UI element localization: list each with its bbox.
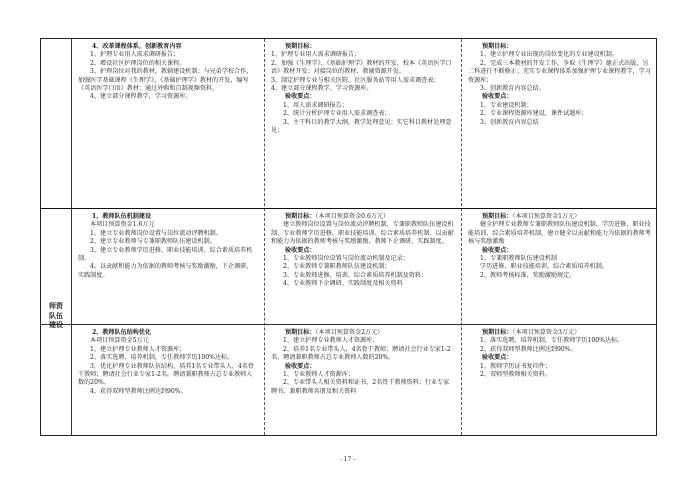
task-line: 3、建立专业教师学历进修、职业技能培训、综合素质培养机制。	[78, 246, 253, 263]
check-line: 3、专业教师进修、培训、综合素质培养机制及资料；	[283, 271, 428, 279]
goal-title: 预期目标：	[285, 43, 316, 50]
goal-title: 预期目标：	[285, 213, 316, 220]
task-line: 3、优化护理专业教师队伍结构，培养1名专业带头人，4名骨干教师；聘请社会行业专家1-2名，聘请兼职教师占总专业教师人数的20%。	[78, 362, 254, 387]
check-line: 2、统计分析护理专业用人需求调查表；	[283, 110, 391, 118]
task-cell	[72, 41, 264, 207]
check-line: 1、专业建设机制；	[480, 101, 533, 109]
plan-table	[40, 38, 657, 436]
task-line: 本项目预算资金5万元	[90, 337, 149, 345]
task-line: 2、落实选聘、培养机制，专任教师学历100%达标。	[90, 354, 234, 362]
task-line: 4、获得双师型教师比例达到90%。	[90, 387, 187, 395]
goal-line: 3、制定护理专业与相关医院、社区服务站等用人需求调查表；	[271, 76, 440, 84]
check-line: 1、用人需求调研报告；	[283, 101, 348, 109]
row-divider	[41, 208, 656, 209]
check-title: 验收要点：	[482, 93, 513, 101]
task-line: 1、建立护理专业教师人才资源库；	[90, 345, 186, 353]
goal-line: 健全护理专业教师专兼职教师队伍建设机制、学历进修、职业技能培训、综合素质培养机制，建立健全以贡献和能力为依据的教师考核与奖励激励	[468, 221, 651, 246]
budget-note: （本项目预算资金3万元）	[512, 329, 581, 336]
check-title: 验收要点：	[482, 246, 513, 254]
goal-title: 预期目标：	[285, 329, 316, 336]
goal-cell	[265, 211, 461, 323]
task-line: 1、护理专业用人需求调研报告；	[90, 51, 180, 59]
task-cell	[72, 211, 264, 323]
goal-line: 2、完成三本教材的开发工作，争取《生理学》德正式出版，另二科进行不断修正；充实专业课程体系加强护理专业课程教学，学习资源库；	[468, 59, 651, 84]
task-title: 4、改革课程体系，创新教育内容	[92, 43, 182, 50]
budget-note: （本项目预算资金1万元）	[512, 213, 581, 220]
check-line: 2、专业课程资源库建设，课件试题库；	[480, 110, 588, 118]
task-title: 1、教师队伍机制建设	[92, 213, 152, 220]
goal-line: 建立教师岗位设置与岗位流动评聘机制、专兼职教师队伍建设机制、专业教师学历进修、职业技能培训、综合素质培养机制、以贡献和能力为依据的教师考核与奖励激励、教师下企调研、实践制度。	[271, 221, 454, 246]
check-line: 2、专业带头人相关资料和证书，2名骨干教师资料；行业专家聘书、兼职教师名册及相关资料	[271, 379, 450, 395]
goal-line: 3、创新教育内容总结。	[480, 85, 545, 93]
task-line: 3、护理岗位对我的教材，教辅建设机制；与兄弟学校合作，加强医学基础课程《生理学》、《基础护理学》教材的开发，编写《英语医学口语》教材；通过外购和自制视频资料，	[78, 68, 253, 93]
check-line: 4、专业教师下企调研、实践制度及相关资料	[283, 280, 403, 288]
goal-line: 2、培养1名专业带头人，4名骨干教师；聘请社会行业专家1-2名，聘请兼职教师占总专业教师人数的20%。	[271, 345, 451, 362]
goal-line: 1、建立护理专业出现的岗位变化的专业建设机制。	[480, 51, 618, 59]
check-line: 1、专业教师人才资源库；	[283, 371, 354, 379]
page-number: - 17 -	[339, 456, 356, 463]
budget-note: （本项目预算资金2万元）	[315, 329, 384, 336]
task-title: 2、教师队伍结构优化	[92, 329, 152, 336]
check-line: 3、主干科目的教学大纲，教学处理意见；实它科目教材处理意见；	[271, 118, 452, 135]
check-title: 验收要点：	[482, 354, 513, 362]
goal-line: 2、加强《生理学》、《基础护理学》教材的开发、校本《英语医学口语》教材开发；对接岗位的教材、教辅资源开发。	[271, 59, 452, 76]
goal-line: 1、落实选聘、培养机制，专任教师学历100%达标。	[480, 337, 624, 345]
goal-cell	[462, 327, 657, 435]
check-line: 1、专业教师岗位设置与岗位流动机制及记录；	[283, 255, 409, 263]
goal-line: 1、护理专业用人需求调研报告；	[271, 51, 361, 59]
goal-title: 预期目标：	[482, 213, 513, 220]
check-title: 验收要点：	[285, 93, 316, 101]
task-line: 4、以贡献和能力为依据的教师考核与奖励激励，下企调研、实践制度。	[78, 263, 253, 279]
task-cell	[72, 327, 264, 435]
goal-cell	[462, 211, 657, 323]
check-line: 1、教师学历证书复印件；	[480, 362, 551, 370]
task-line: 2、增设社区护理岗位的相关课程。	[90, 59, 186, 67]
check-line: 1、专兼职教师队伍建设机制	[480, 255, 558, 263]
goal-line: 4、建立部分课程教学、学习资源库。	[271, 85, 373, 93]
check-line: 2、教师考核标准、奖励激励规定。	[480, 271, 576, 279]
goal-line: 1、建立护理专业教师人才资源库；	[283, 337, 379, 345]
goal-title: 预期目标：	[482, 43, 513, 50]
goal-cell	[265, 41, 461, 207]
check-title: 验收要点：	[285, 362, 316, 370]
task-line: 2、建立专业教师与专兼职教师队伍建设机制。	[90, 238, 216, 246]
goal-line: 2、获得双师型教师比例达到90%。	[480, 345, 577, 353]
check-title: 验收要点：	[285, 246, 316, 254]
goal-title: 预期目标：	[482, 329, 513, 336]
row-divider	[41, 324, 656, 325]
section-label: 师资 队伍 建设	[49, 301, 63, 329]
check-line: 2、专业教师专兼职教师队伍建设机制；	[283, 263, 391, 271]
check-line: 学历进修、职业技能培训、综合素质培养机制。	[480, 263, 608, 271]
check-line: 2、双师型教师相关资料。	[480, 371, 551, 379]
task-line: 4、建立部分课程教学，学习资源库。	[90, 93, 192, 101]
goal-cell	[265, 327, 461, 435]
goal-cell	[462, 41, 657, 207]
check-line: 3、创新教育内容总结	[480, 118, 539, 126]
task-line: 1、建立专业教师岗位设置与岗位流动评聘机制。	[90, 229, 222, 237]
task-line: 本项目预算资金1.6万元	[90, 221, 155, 229]
budget-note: （本项目预算资金0.6万元）	[315, 213, 390, 220]
